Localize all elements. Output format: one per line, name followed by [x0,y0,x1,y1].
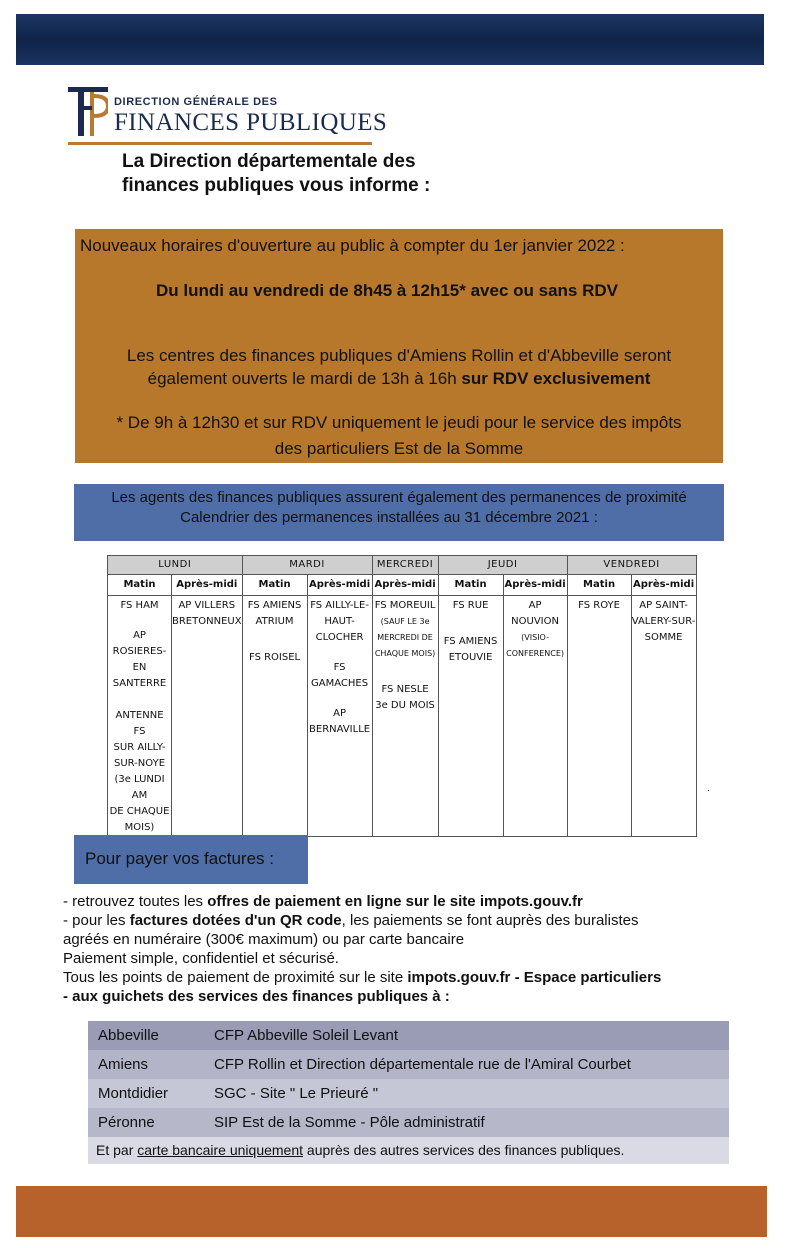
text-bold: offres de paiement en ligne sur le site impots.gouv.fr [207,893,583,910]
intro-line-2: finances publiques vous informe : [122,175,431,196]
day-mardi: MARDI [242,556,372,575]
payment-heading-box [74,835,308,884]
day-jeudi: JEUDI [438,556,567,575]
cell-text: MOIS) [124,822,155,833]
cell-mardi-apres-midi [307,596,372,837]
text: - retrouvez toutes les [63,893,208,910]
text-underlined: carte bancaire uniquement [137,1142,304,1158]
cell-text: ATRIUM [255,616,294,627]
cell-text: FS AILLY-LE- [310,600,369,611]
logo-big-text: FINANCES PUBLIQUES [114,109,388,136]
trailing-dot: . [707,783,710,794]
bottom-banner [16,1186,767,1237]
hours-line-4a: * De 9h à 12h30 et sur RDV uniquement le jeudi pour le service des impôts [116,413,682,432]
cell-text: FS MOREUIL [374,600,436,611]
day-mercredi: MERCREDI [372,556,438,575]
cell-jeudi-matin [438,596,503,837]
payment-text [63,892,763,1006]
office-city: Amiens [98,1056,149,1073]
cell-text: (SAUF LE 3e [380,617,430,626]
permanences-schedule-table [107,555,697,837]
cell-vendredi-matin [567,596,631,837]
cell-text: DE CHAQUE [109,806,170,817]
payment-line-1 [63,892,763,911]
cell-vendredi-apres-midi [631,596,696,837]
hours-line-4 [75,410,723,462]
cell-mardi-matin [242,596,307,837]
payment-line-3: agréés en numéraire (300€ maximum) ou par carte bancaire [63,931,465,948]
cell-text: CHAQUE MOIS) [374,649,436,658]
text-bold: factures dotées d'un QR code [129,912,342,929]
cell-text: ETOUVIE [448,652,493,663]
top-banner [16,14,764,65]
cell-text: AP VILLERS [178,600,236,611]
cell-jeudi-apres-midi [503,596,567,837]
hours-line-3 [75,344,723,390]
cell-text: FS HAM [120,600,159,611]
schedule-period-row [108,575,697,596]
hours-line-3c: sur RDV exclusivement [461,369,651,388]
hours-line-4b: des particuliers Est de la Somme [274,439,524,458]
day-vendredi: VENDREDI [567,556,696,575]
schedule-days-row [108,556,697,575]
period-header: Après-midi [503,575,567,596]
office-place: SIP Est de la Somme - Pôle administratif [214,1114,485,1131]
logo-small-text: DIRECTION GÉNÉRALE DES [114,96,278,108]
offices-footer [88,1137,729,1164]
opening-hours-panel [75,229,723,463]
period-header: Matin [108,575,172,596]
office-city: Abbeville [98,1027,159,1044]
payment-heading: Pour payer vos factures : [85,849,274,868]
cell-text: CLOCHER [315,632,364,643]
offices-footer-text [96,1142,624,1158]
period-header: Matin [438,575,503,596]
cell-text: FS GAMACHES [311,662,369,689]
cell-text: SOMME [644,632,683,643]
cell-text: VALERY-SUR- [631,616,696,627]
period-header: Matin [567,575,631,596]
cell-text: FS ROYE [578,600,620,611]
hours-line-1: Nouveaux horaires d'ouverture au public à compter du 1er janvier 2022 : [80,236,625,255]
cell-text: AP [133,630,146,641]
day-lundi: LUNDI [108,556,243,575]
cell-text: FS ROISEL [249,652,301,663]
text: , les paiements se font auprès des buralistes [341,912,639,929]
payment-line-6 [63,987,763,1006]
period-header: Après-midi [631,575,696,596]
cell-text: ANTENNE FS [115,710,164,737]
logo-underline [68,142,372,145]
cell-text: BERNAVILLE [309,724,371,735]
cell-text: AP SAINT- [639,600,688,611]
cell-text: AP [333,708,346,719]
office-city: Péronne [98,1114,155,1131]
payment-line-5 [63,968,763,987]
intro-line-1: La Direction départementale des [122,151,416,172]
office-place: SGC - Site " Le Prieuré " [214,1085,379,1102]
intro-heading [122,150,542,198]
hours-line-3b: également ouverts le mardi de 13h à 16h [147,369,462,388]
text: Et par [96,1142,138,1158]
schedule-body-row [108,596,697,837]
cell-mercredi-apres-midi [372,596,438,837]
dgfip-logo [68,84,388,150]
permanences-banner [74,484,724,541]
cell-text: FS NESLE [381,684,429,695]
cell-text: SANTERRE [112,678,167,689]
cell-text: HAUT- [324,616,355,627]
cell-lundi-apres-midi [172,596,243,837]
cell-text: SUR AILLY- [113,742,166,753]
cell-text: FS RUE [452,600,489,611]
office-city: Montdidier [98,1085,169,1102]
text: Tous les points de paiement de proximité sur le site [63,969,408,986]
cell-text: MERCREDI DE [377,633,433,642]
cell-text: 3e DU MOIS [375,700,435,711]
office-place: CFP Abbeville Soleil Levant [214,1027,398,1044]
dgfip-logo-mark-icon [68,84,108,136]
cell-text: CONFERENCE) [506,649,564,658]
cell-lundi-matin [108,596,172,837]
cell-text: AP NOUVION [511,600,559,627]
cell-text: (VISIO- [521,633,549,642]
text-bold: impots.gouv.fr - Espace particuliers [407,969,662,986]
office-row [88,1108,729,1137]
payment-line-2 [63,911,763,930]
office-place: CFP Rollin et Direction départementale rue de l'Amiral Courbet [214,1056,631,1073]
period-header: Après-midi [172,575,243,596]
office-row [88,1021,729,1050]
permanences-line-1: Les agents des finances publiques assurent également des permanences de proximité [111,489,687,506]
office-row [88,1050,729,1079]
text: auprès des autres services des finances publiques. [303,1142,625,1158]
offices-table [88,1021,729,1164]
cell-text: (3e LUNDI AM [114,774,165,801]
permanences-line-2: Calendrier des permanences installées au 31 décembre 2021 : [180,509,598,526]
period-header: Après-midi [372,575,438,596]
text: - pour les [63,912,130,929]
cell-text: SUR-NOYE [113,758,166,769]
hours-line-3a: Les centres des finances publiques d'Amiens Rollin et d'Abbeville seront [126,346,672,365]
cell-text: FS AMIENS [247,600,302,611]
office-row [88,1079,729,1108]
period-header: Après-midi [307,575,372,596]
cell-text: FS AMIENS [443,636,498,647]
text-bold: - aux guichets des services des finances publiques à : [63,988,450,1005]
cell-text: ROSIERES-EN [112,646,167,673]
cell-text: BRETONNEUX [172,616,242,627]
payment-line-4: Paiement simple, confidentiel et sécurisé. [63,950,339,967]
hours-line-2: Du lundi au vendredi de 8h45 à 12h15* avec ou sans RDV [156,281,618,300]
period-header: Matin [242,575,307,596]
